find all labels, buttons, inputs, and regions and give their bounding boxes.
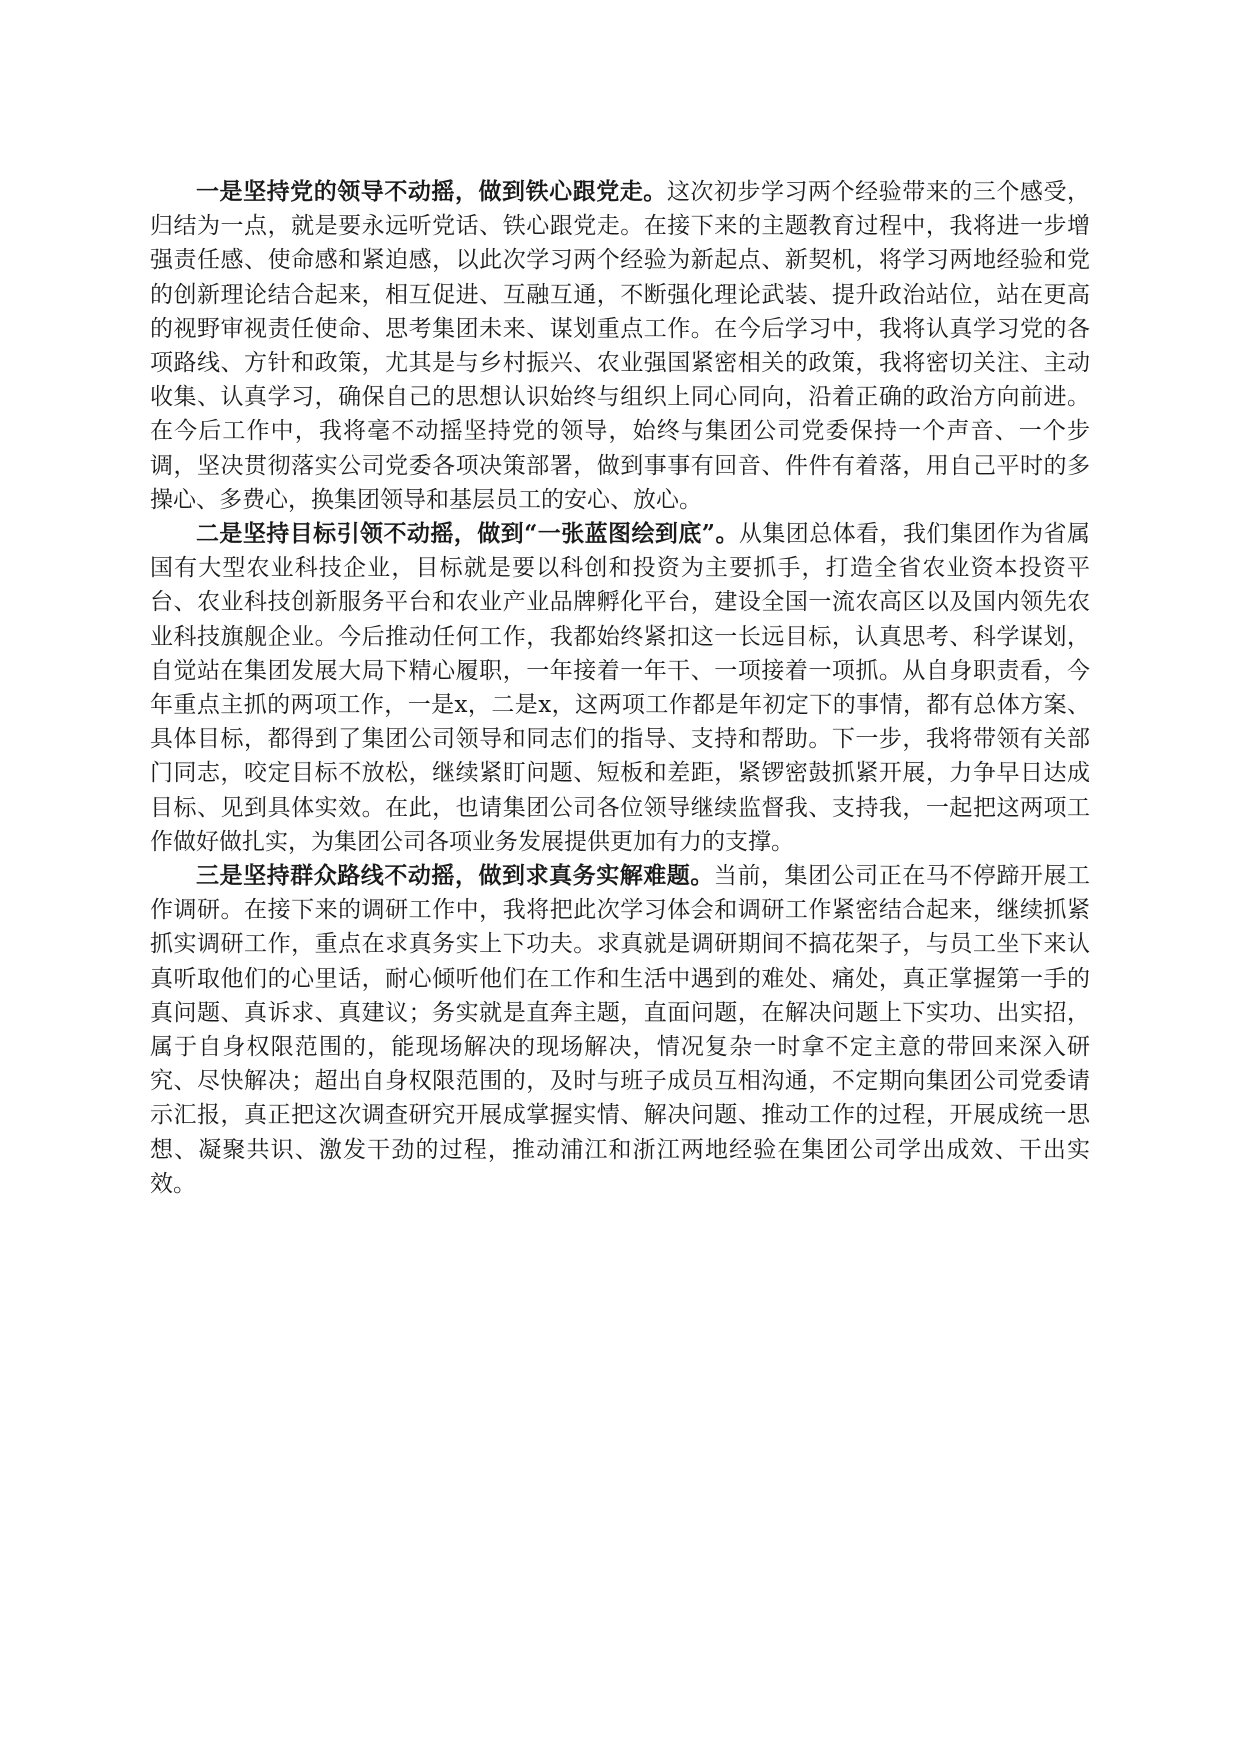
paragraph-3-text: 当前，集团公司正在马不停蹄开展工作调研。在接下来的调研工作中，我将把此次学习体会和调研工作紧密结合起来，继续抓紧抓实调研工作，重点在求真务实上下功夫。求真就是调研期间不搞花架子，与员工坐下来认真听取他们的心里话，耐心倾听他们在工作和生活中遇到的难处、痛处，真正掌握第一手的真问题、真诉求、真建议；务实就是直奔主题，直面问题，在解决问题上下实功、出实招，属于自身权限范围的，能现场解决的现场解决，情况复杂一时拿不定主意的带回来深入研究、尽快解决；超出自身权限范围的，及时与班子成员互相沟通，不定期向集团公司党委请示汇报，真正把这次调查研究开展成掌握实情、解决问题、推动工作的过程，开展成统一思想、凝聚共识、激发干劲的过程，推动浦江和浙江两地经验在集团公司学出成效、干出实效。 bbox=[150, 863, 1091, 1197]
paragraph-1-text: 这次初步学习两个经验带来的三个感受，归结为一点，就是要永远听党话、铁心跟党走。在接下来的主题教育过程中，我将进一步增强责任感、使命感和紧迫感，以此次学习两个经验为新起点、新契机，将学习两地经验和党的创新理论结合起来，相互促进、互融互通，不断强化理论武装、提升政治站位，站在更高的视野审视责任使命、思考集团未来、谋划重点工作。在今后学习中，我将认真学习党的各项路线、方针和政策，尤其是与乡村振兴、农业强国紧密相关的政策，我将密切关注、主动收集、认真学习，确保自己的思想认识始终与组织上同心同向，沿着正确的政治方向前进。在今后工作中，我将毫不动摇坚持党的领导，始终与集团公司党委保持一个声音、一个步调，坚决贯彻落实公司党委各项决策部署，做到事事有回音、件件有着落，用自己平时的多操心、多费心，换集团领导和基层员工的安心、放心。 bbox=[150, 179, 1091, 513]
paragraph-1 bbox=[150, 175, 1090, 517]
paragraph-3-heading: 三是坚持群众路线不动摇，做到求真务实解难题。 bbox=[196, 862, 714, 890]
paragraph-2-text: 从集团总体看，我们集团作为省属国有大型农业科技企业，目标就是要以科创和投资为主要抓手，打造全省农业资本投资平台、农业科技创新服务平台和农业产业品牌孵化平台，建设全国一流农高区以及国内领先农业科技旗舰企业。今后推动任何工作，我都始终紧扣这一长远目标，认真思考、科学谋划，自觉站在集团发展大局下精心履职，一年接着一年干、一项接着一项抓。从自身职责看，今年重点主抓的两项工作，一是x，二是x，这两项工作都是年初定下的事情，都有总体方案、具体目标，都得到了集团公司领导和同志们的指导、支持和帮助。下一步，我将带领有关部门同志，咬定目标不放松，继续紧盯问题、短板和差距，紧锣密鼓抓紧开展，力争早日达成目标、见到具体实效。在此，也请集团公司各位领导继续监督我、支持我，一起把这两项工作做好做扎实，为集团公司各项业务发展提供更加有力的支撑。 bbox=[150, 521, 1090, 855]
paragraph-2-heading: 二是坚持目标引领不动摇，做到“一张蓝图绘到底”。 bbox=[196, 520, 739, 548]
paragraph-3 bbox=[150, 859, 1090, 1201]
document-body bbox=[150, 175, 1090, 1201]
paragraph-1-heading: 一是坚持党的领导不动摇，做到铁心跟党走。 bbox=[196, 178, 667, 205]
paragraph-2 bbox=[150, 517, 1090, 859]
